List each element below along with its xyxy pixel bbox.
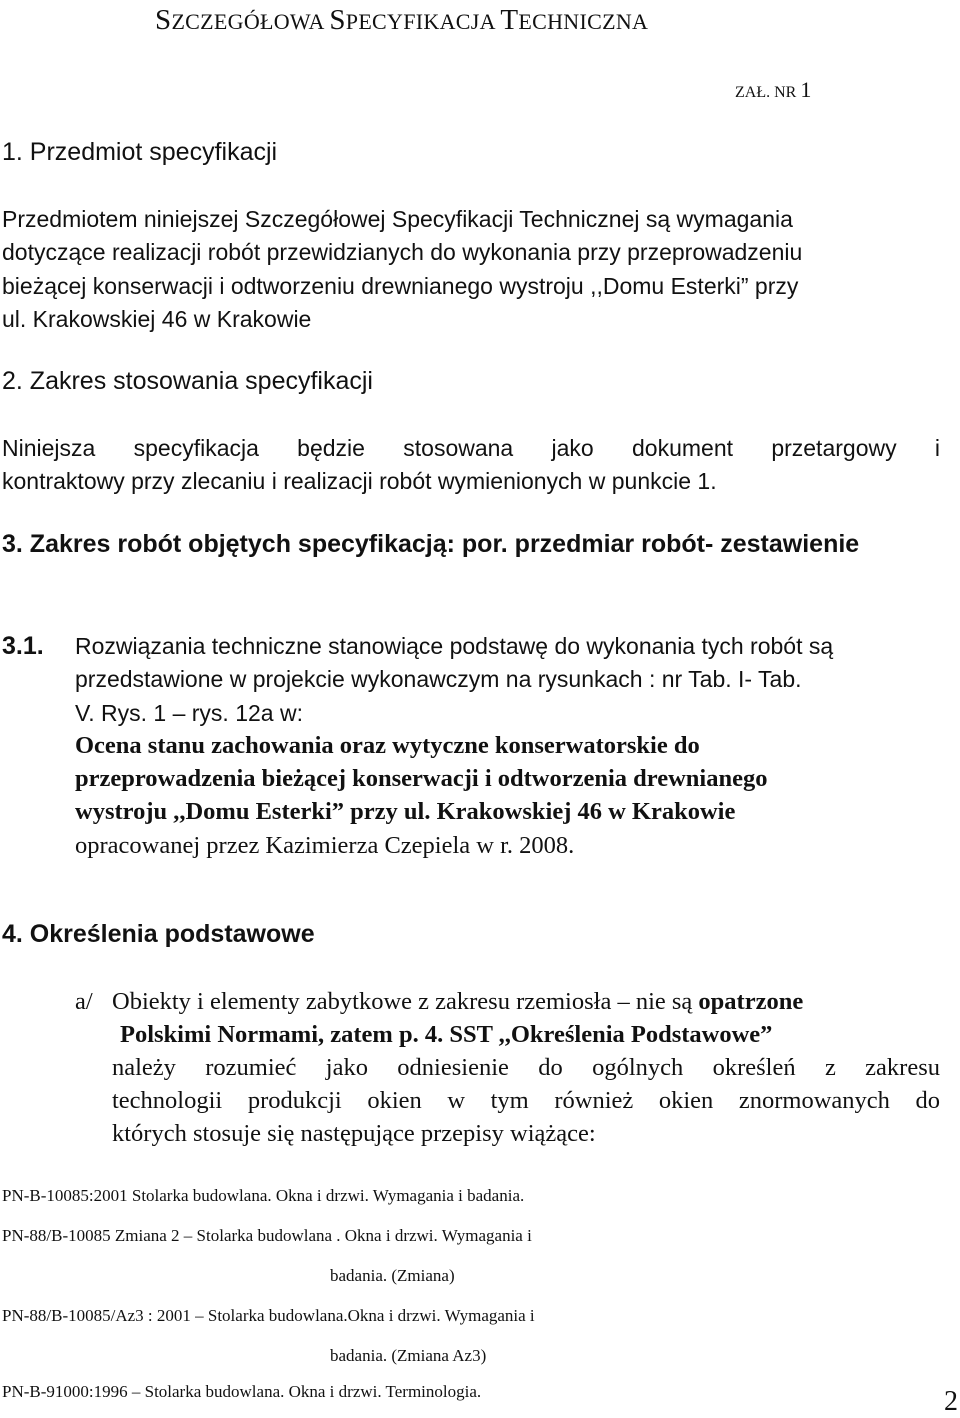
title-initial: T [500, 4, 519, 36]
item-a-marker: a/ [75, 988, 93, 1015]
section-1-heading: 1. Przedmiot specyfikacji [2, 138, 278, 166]
title-word: PECYFIKACJA [345, 9, 501, 34]
section-2-body [2, 432, 940, 499]
norm-item-continuation: badania. (Zmiana Az3) [330, 1346, 487, 1365]
body-line: należy rozumieć jako odniesienie do ogólnych określeń z zakresu [112, 1054, 940, 1081]
section-2-heading: 2. Zakres stosowania specyfikacji [2, 367, 373, 395]
item-a-bold-text: opatrzone [698, 988, 804, 1015]
section-3-1-number: 3.1. [2, 632, 44, 660]
section-3-1-body [75, 630, 940, 730]
body-line: bieżącej konserwacji i odtworzeniu drewnianego wystroju ,,Domu Esterki” przy [2, 272, 799, 299]
norm-item: PN-B-10085:2001 Stolarka budowlana. Okna i drzwi. Wymagania i badania. [2, 1186, 525, 1205]
section-4-heading: 4. Określenia podstawowe [2, 920, 315, 948]
bold-line: wystroju ,,Domu Esterki” przy ul. Krakowskiej 46 w Krakowie [75, 798, 736, 825]
annex-prefix: ZAŁ. NR [735, 84, 801, 101]
referenced-document-title [75, 729, 940, 828]
item-a-line-1 [112, 985, 803, 1018]
item-a-line-2: Polskimi Normami, zatem p. 4. SST ,,Określenia Podstawowe” [120, 1021, 773, 1048]
annex-label [735, 77, 811, 103]
body-line: kontraktowy przy zlecaniu i realizacji robót wymienionych w punkcie 1. [2, 468, 717, 495]
body-line: V. Rys. 1 – rys. 12a w: [75, 699, 303, 726]
body-line: technologii produkcji okien w tym również okien znormowanych do [112, 1087, 940, 1114]
norm-item-continuation: badania. (Zmiana) [330, 1266, 455, 1285]
section-1-body [2, 203, 940, 336]
body-line: Przedmiotem niniejszej Szczegółowej Specyfikacji Technicznej są wymagania [2, 206, 793, 232]
body-line: dotyczące realizacji robót przewidzianych do wykonania przy przeprowadzeniu [2, 239, 803, 266]
body-line: przedstawione w projekcie wykonawczym na rysunkach : nr Tab. I- Tab. [75, 666, 802, 693]
bold-line: Ocena stanu zachowania oraz wytyczne konserwatorskie do [75, 732, 700, 759]
item-a-text: Obiekty i elementy zabytkowe z zakresu rzemiosła – nie są [112, 988, 699, 1015]
page-number: 2 [944, 1386, 958, 1417]
bold-line: przeprowadzenia bieżącej konserwacji i odtworzenia drewnianego [75, 765, 768, 792]
document-title [155, 4, 648, 37]
body-line: Niniejsza specyfikacja będzie stosowana jako dokument przetargowy i [2, 435, 940, 461]
norm-item: PN-B-91000:1996 – Stolarka budowlana. Okna i drzwi. Terminologia. [2, 1382, 482, 1401]
title-word: ECHNICZNA [518, 9, 649, 34]
item-a-body [112, 1051, 940, 1150]
section-3-heading: 3. Zakres robót objętych specyfikacją: por. przedmiar robót- zestawienie [2, 530, 860, 558]
title-initial: S [155, 4, 172, 36]
annex-number: 1 [800, 77, 812, 102]
title-word: ZCZEGÓŁOWA [171, 9, 330, 34]
body-line: Rozwiązania techniczne stanowiące podstawę do wykonania tych robót są [75, 633, 834, 659]
norm-item: PN-88/B-10085 Zmiana 2 – Stolarka budowlana . Okna i drzwi. Wymagania i [2, 1226, 532, 1245]
referenced-document-author: opracowanej przez Kazimierza Czepiela w r. 2008. [75, 832, 575, 859]
norm-item: PN-88/B-10085/Az3 : 2001 – Stolarka budowlana.Okna i drzwi. Wymagania i [2, 1306, 535, 1325]
body-line: ul. Krakowskiej 46 w Krakowie [2, 305, 312, 332]
body-line: których stosuje się następujące przepisy wiążące: [112, 1120, 596, 1147]
title-initial: S [329, 4, 346, 36]
